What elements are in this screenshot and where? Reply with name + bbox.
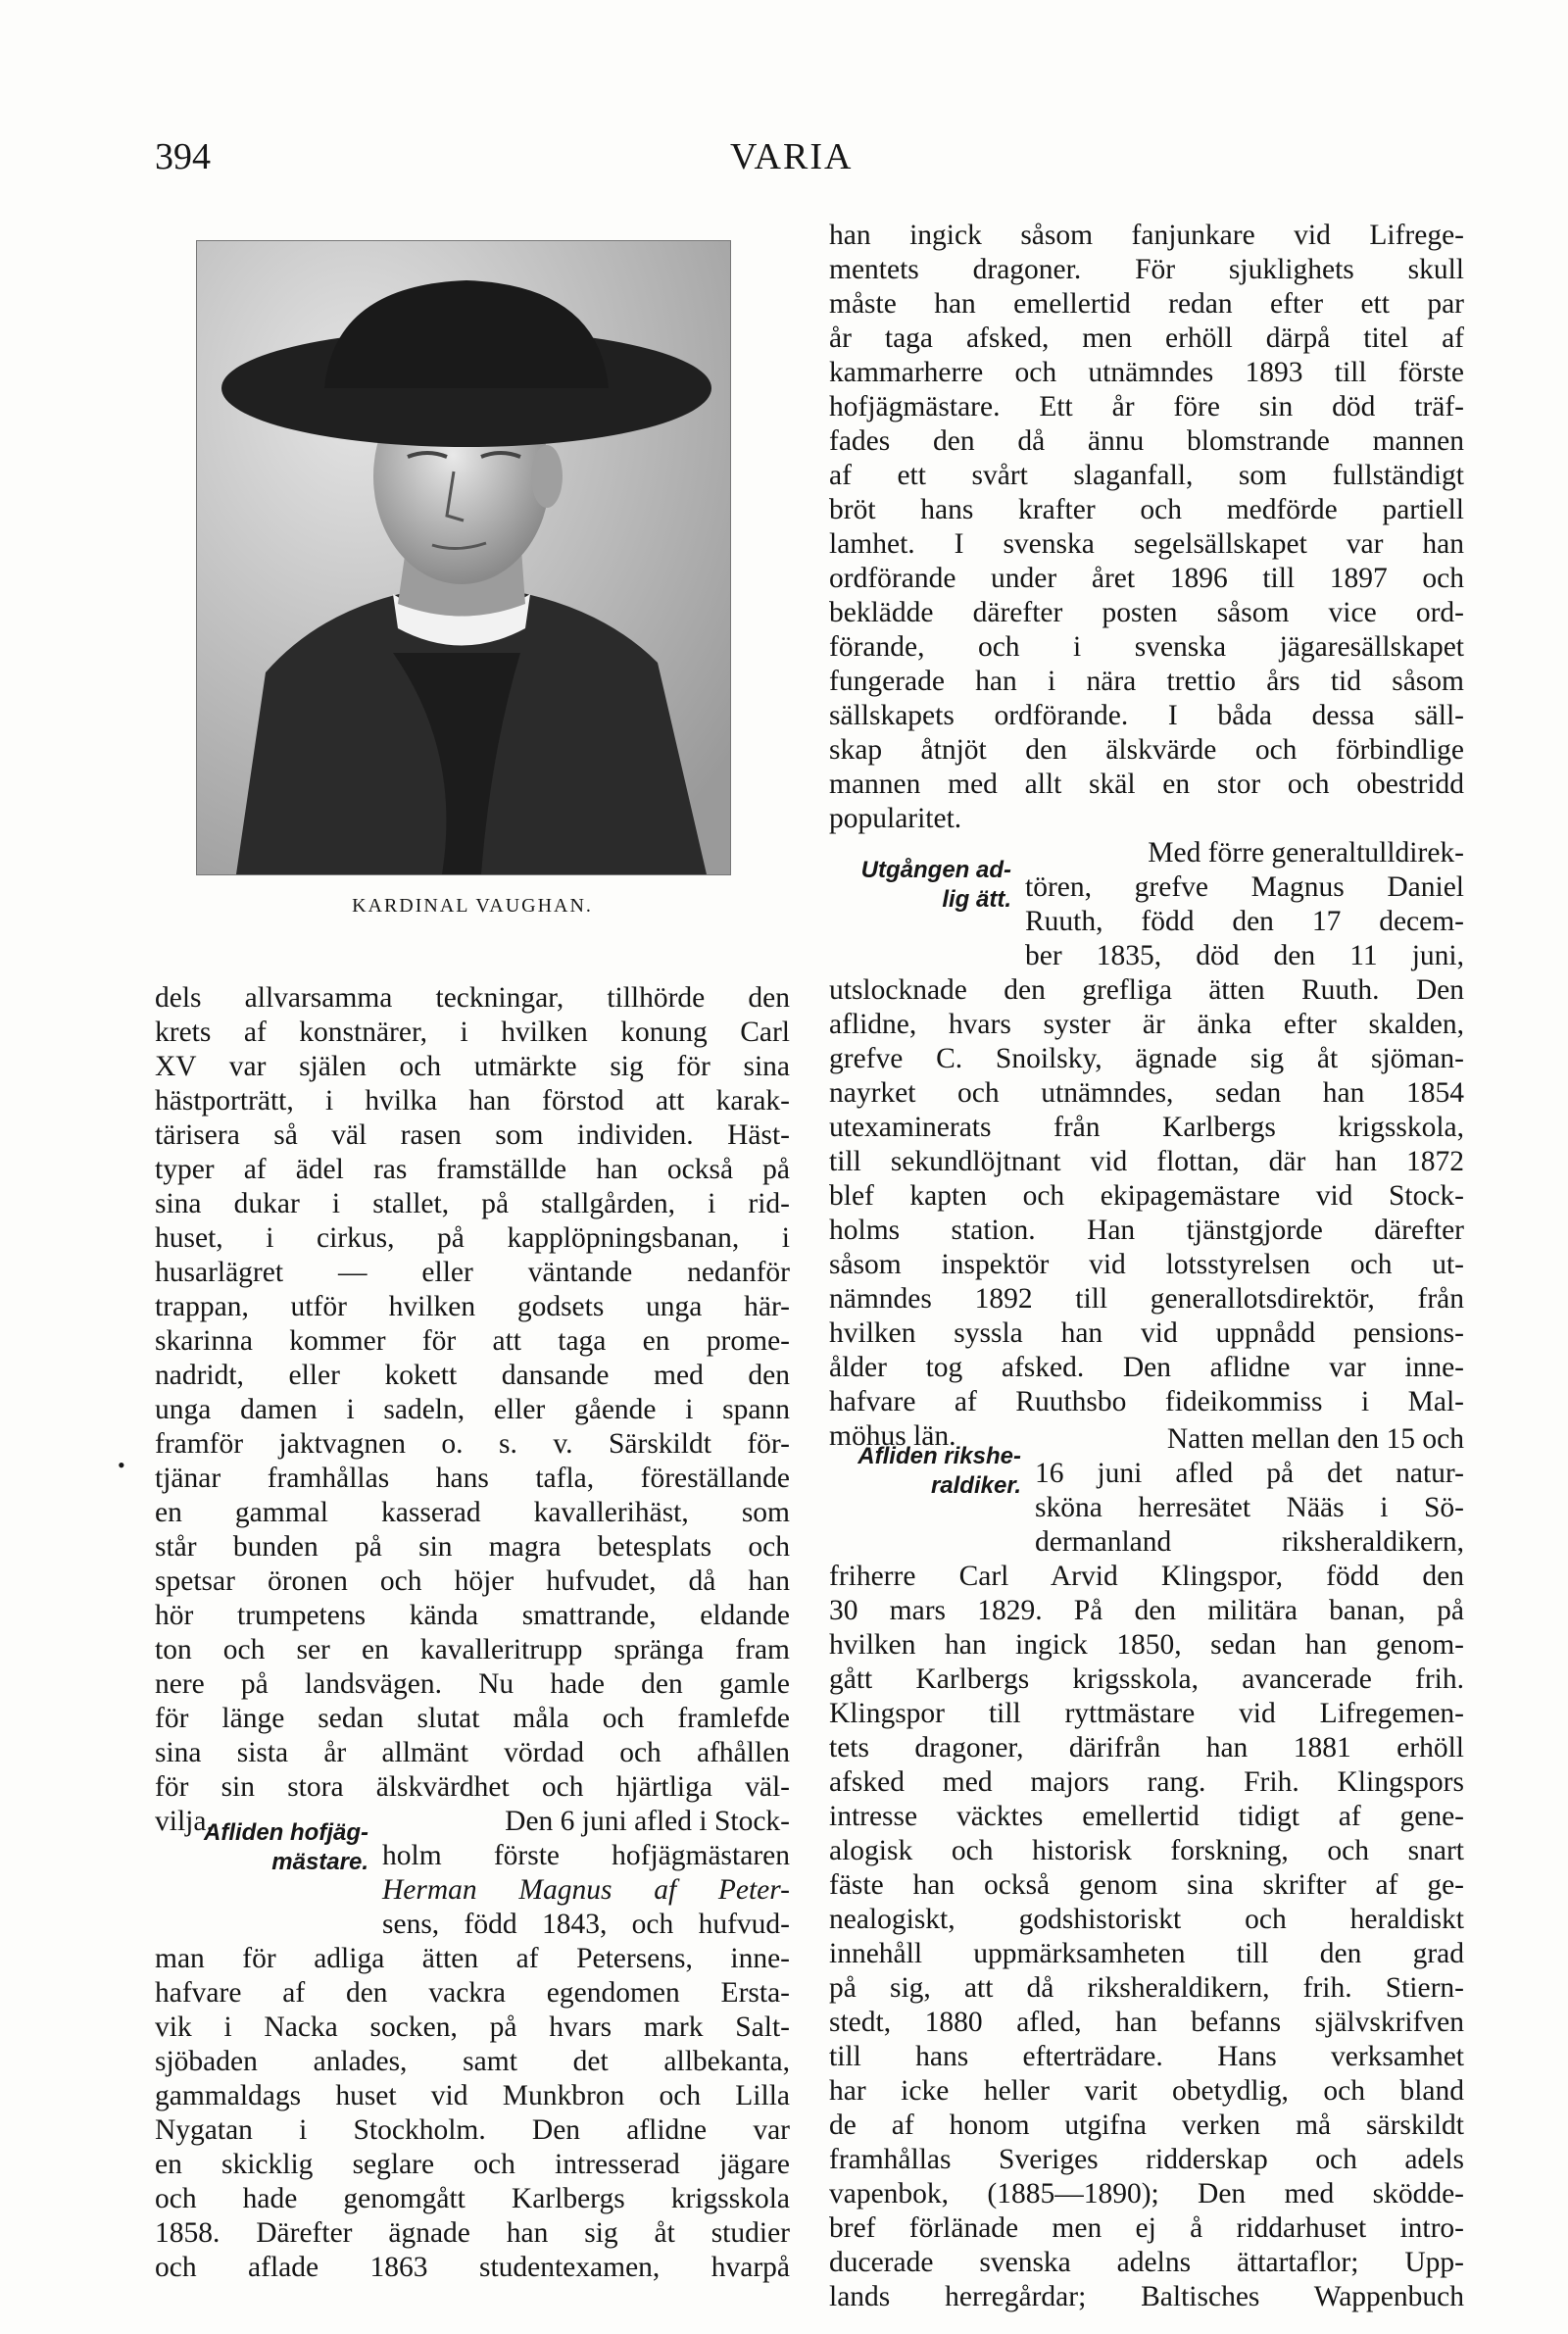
text-line: till sekundlöjtnant vid flottan, där han 1872 — [829, 1146, 1464, 1177]
text-line: krets af konstnärer, i hvilken konung Carl — [155, 1017, 790, 1048]
text-line: Herman Magnus af Peter- — [382, 1874, 790, 1906]
side-heading-line: lig ätt. — [942, 886, 1011, 913]
text-line: vilja. — [155, 1806, 214, 1837]
text-line: Klingspor till ryttmästare vid Lifregemen- — [829, 1698, 1464, 1729]
text-line: och hade genomgått Karlbergs krigsskola — [155, 2183, 790, 2214]
text-line: lamhet. I svenska segelsällskapet var han — [829, 528, 1464, 560]
text-line: intresse väcktes emellertid tidigt af gene- — [829, 1801, 1464, 1832]
text-line: mentets dragoner. För sjuklighets skull — [829, 254, 1464, 285]
text-line: Den 6 juni afled i Stock- — [505, 1806, 790, 1837]
text-line: bröt hans krafter och medförde partiell — [829, 494, 1464, 525]
text-line: typer af ädel ras framställde han också på — [155, 1154, 790, 1185]
text-line: vik i Nacka socken, på hvars mark Salt- — [155, 2011, 790, 2043]
text-line: de af honom utgifna verken må särskildt — [829, 2110, 1464, 2141]
text-line: hofjägmästare. Ett år före sin död träf- — [829, 391, 1464, 422]
text-line: ber 1835, död den 11 juni, — [1025, 940, 1464, 971]
margin-mark: • — [118, 1453, 125, 1477]
text-line: förande, och i svenska jägaresällskapet — [829, 631, 1464, 663]
text-line: spetsar öronen och höjer hufvudet, då han — [155, 1565, 790, 1597]
text-line: en skicklig seglare och intresserad jägare — [155, 2149, 790, 2180]
text-line: har icke heller varit obetydlig, och bland — [829, 2075, 1464, 2107]
text-line: kammarherre och utnämndes 1893 till förste — [829, 357, 1464, 388]
text-line: sjöbaden anlades, samt det allbekanta, — [155, 2046, 790, 2077]
text-line: ducerade svenska adelns ättartaflor; Upp- — [829, 2247, 1464, 2278]
right-column-block-2 — [829, 973, 1464, 1454]
text-line: utexaminerats från Karlbergs krigsskola, — [829, 1112, 1464, 1143]
text-line: nayrket och utnämndes, sedan han 1854 — [829, 1077, 1464, 1109]
text-line: XV var själen och utmärkte sig för sina — [155, 1051, 790, 1082]
text-line: popularitet. — [829, 803, 962, 834]
text-line: hafvare af Ruuthsbo fideikommiss i Mal- — [829, 1386, 1464, 1417]
text-line: vapenbok, (1885—1890); Den med sködde- — [829, 2178, 1464, 2210]
text-line: sina dukar i stallet, på stallgården, i rid- — [155, 1188, 790, 1219]
text-line: gått Karlbergs krigsskola, avancerade frih. — [829, 1664, 1464, 1695]
text-line: holms station. Han tjänstgjorde därefter — [829, 1215, 1464, 1246]
text-line: sköna herresätet Nääs i Sö- — [1035, 1492, 1464, 1523]
text-line: alogisk och historisk forskning, och snart — [829, 1835, 1464, 1866]
text-line: mannen med allt skäl en stor och obestridd — [829, 769, 1464, 800]
text-line: tjänar framhållas hans tafla, föreställande — [155, 1463, 790, 1494]
text-line: skarinna kommer för att taga en prome- — [155, 1325, 790, 1357]
running-title: VARIA — [730, 136, 854, 177]
text-line: utslocknade den grefliga ätten Ruuth. Den — [829, 974, 1464, 1006]
side-text-2 — [1025, 836, 1464, 973]
text-line: ålder tog afsked. Den aflidne var inne- — [829, 1352, 1464, 1383]
text-line: tören, grefve Magnus Daniel — [1025, 871, 1464, 903]
text-line: holm förste hofjägmästaren — [382, 1840, 790, 1871]
text-line: hvilken syssla han vid uppnådd pensions- — [829, 1317, 1464, 1349]
text-line: sällskapets ordförande. I båda dessa säll- — [829, 700, 1464, 731]
text-line: blef kapten och ekipagemästare vid Stock- — [829, 1180, 1464, 1212]
side-heading-hofjagmastare — [155, 1818, 368, 1877]
text-line: för sin stora älskvärdhet och hjärtliga väl- — [155, 1771, 790, 1803]
text-line: beklädde därefter posten såsom vice ord- — [829, 597, 1464, 628]
text-line: Med förre generaltulldirek- — [1148, 837, 1464, 869]
right-column-block-1 — [829, 219, 1464, 836]
side-heading-utgangen-adlig-att — [829, 856, 1011, 915]
text-line: gammaldags huset vid Munkbron och Lilla — [155, 2080, 790, 2111]
text-line: ton och ser en kavalleritrupp spränga fram — [155, 1634, 790, 1665]
text-line: ordförande under året 1896 till 1897 och — [829, 563, 1464, 594]
text-line: möhus län. — [829, 1420, 956, 1452]
page-number: 394 — [155, 136, 211, 177]
text-line: en gammal kasserad kavallerihäst, som — [155, 1497, 790, 1528]
text-line: Nygatan i Stockholm. Den aflidne var — [155, 2114, 790, 2146]
portrait-photo — [196, 240, 731, 875]
text-line: hafvare af den vackra egendomen Ersta- — [155, 1977, 790, 2009]
text-line: framhållas Sveriges ridderskap och adels — [829, 2144, 1464, 2175]
text-line: såsom inspektör vid lotsstyrelsen och ut- — [829, 1249, 1464, 1280]
text-line: nere på landsvägen. Nu hade den gamle — [155, 1668, 790, 1700]
side-heading-riksheraldiker — [829, 1442, 1021, 1501]
side-heading-line: raldiker. — [930, 1472, 1021, 1499]
text-line: Ruuth, född den 17 decem- — [1025, 906, 1464, 937]
text-line: husarlägret — eller väntande nedanför — [155, 1257, 790, 1288]
text-line: aflidne, hvars syster är änka efter skalden, — [829, 1009, 1464, 1040]
text-line: nämndes 1892 till generallotsdirektör, från — [829, 1283, 1464, 1315]
text-line: hvilken han ingick 1850, sedan han genom- — [829, 1629, 1464, 1661]
side-heading-line: Afliden hofjäg- — [204, 1819, 368, 1846]
side-heading-line: Utgången ad- — [860, 857, 1011, 883]
side-text-3 — [1035, 1422, 1464, 1560]
side-heading-line: Afliden rikshe- — [858, 1443, 1021, 1469]
text-line: huset, i cirkus, på kapplöpningsbanan, i — [155, 1222, 790, 1254]
text-line: tets dragoner, därifrån han 1881 erhöll — [829, 1732, 1464, 1763]
right-column-block-3 — [829, 1560, 1464, 2314]
text-line: afsked med majors rang. Frih. Klingspors — [829, 1766, 1464, 1798]
text-line: fäste han också genom sina skrifter af ge- — [829, 1869, 1464, 1901]
page-header — [0, 135, 1568, 184]
figure-caption: KARDINAL VAUGHAN. — [352, 895, 593, 917]
text-line: lands herregårdar; Baltisches Wappenbuch — [829, 2281, 1464, 2312]
text-line: nealogiskt, godshistoriskt och heraldiskt — [829, 1904, 1464, 1935]
text-line: hästporträtt, i hvilka han förstod att karak- — [155, 1085, 790, 1117]
text-line: dermanland riksheraldikern, — [1035, 1526, 1464, 1558]
text-line: innehåll uppmärksamheten till den grad — [829, 1938, 1464, 1969]
text-line: fades den då ännu blomstrande mannen — [829, 425, 1464, 457]
text-line: Natten mellan den 15 och — [1166, 1423, 1464, 1455]
text-line: han ingick såsom fanjunkare vid Lifrege- — [829, 220, 1464, 251]
text-line: och aflade 1863 studentexamen, hvarpå — [155, 2252, 790, 2283]
text-line: hör trumpetens kända smattrande, eldande — [155, 1600, 790, 1631]
text-line: friherre Carl Arvid Klingspor, född den — [829, 1561, 1464, 1592]
text-line: man för adliga ätten af Petersens, inne- — [155, 1943, 790, 1974]
left-column-block-1 — [155, 981, 790, 1839]
text-line: måste han emellertid redan efter ett par — [829, 288, 1464, 320]
text-line: för länge sedan slutat måla och framlefde — [155, 1703, 790, 1734]
text-line: sens, född 1843, och hufvud- — [382, 1909, 790, 1940]
text-line: dels allvarsamma teckningar, tillhörde den — [155, 982, 790, 1014]
text-line: tärisera så väl rasen som individen. Häst- — [155, 1119, 790, 1151]
text-line: sina sista år allmänt vördad och afhållen — [155, 1737, 790, 1768]
text-line: stedt, 1880 afled, han befanns självskrifven — [829, 2007, 1464, 2038]
text-line: 16 juni afled på det natur- — [1035, 1458, 1464, 1489]
text-line: skap åtnjöt den älskvärde och förbindlige — [829, 734, 1464, 766]
text-line: år taga afsked, men erhöll därpå titel af — [829, 323, 1464, 354]
text-line: framför jaktvagnen o. s. v. Särskildt för- — [155, 1428, 790, 1460]
text-line: på sig, att då riksheraldikern, frih. Stiern- — [829, 1972, 1464, 2004]
text-line: står bunden på sin magra betesplats och — [155, 1531, 790, 1563]
left-column-block-2 — [155, 1942, 790, 2285]
text-line: grefve C. Snoilsky, ägnade sig åt sjöman- — [829, 1043, 1464, 1074]
text-line: 1858. Därefter ägnade han sig åt studier — [155, 2217, 790, 2249]
text-line: fungerade han i nära trettio års tid såsom — [829, 666, 1464, 697]
text-line: till hans efterträdare. Hans verksamhet — [829, 2041, 1464, 2072]
text-line: trappan, utför hvilken godsets unga här- — [155, 1291, 790, 1322]
side-heading-line: mästare. — [271, 1849, 368, 1875]
side-text-1 — [382, 1805, 790, 1942]
text-line: 30 mars 1829. På den militära banan, på — [829, 1595, 1464, 1626]
text-line: bref förlänade men ej å riddarhuset intro- — [829, 2212, 1464, 2244]
text-line: nadridt, eller kokett dansande med den — [155, 1360, 790, 1391]
text-line: unga damen i sadeln, eller gående i spann — [155, 1394, 790, 1425]
cardinal-portrait-illustration — [197, 241, 730, 874]
text-line: af ett svårt slaganfall, som fullständigt — [829, 460, 1464, 491]
